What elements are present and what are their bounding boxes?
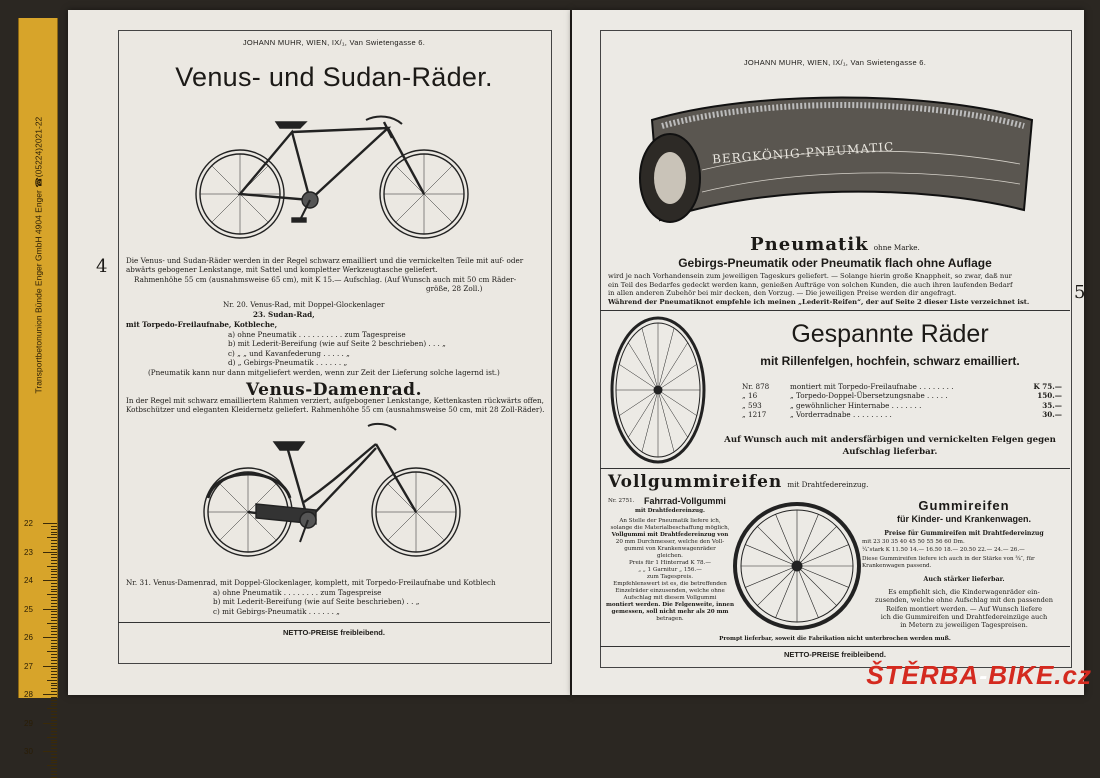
ruler-tick [51,554,57,555]
row-price: K 75.— [1033,382,1062,391]
left-options [228,330,528,367]
fahrrad-nr: Nr. 2751. [608,498,635,504]
ruler-tick [51,529,57,530]
ruler-tick [51,677,57,678]
left-footer-rule [118,622,550,623]
pneumatik-line: ein Teil des Bedarfes gedeckt werden kann, genießen Aufträge von solchen Kunden, die auch ihren laufenden Bedarf [608,280,1013,289]
gummi-title: Gummireifen [918,498,1010,513]
ruler-tick [51,626,57,627]
ruler-tick [51,745,57,746]
pneumatik-text [608,272,1064,307]
ruler-tick [51,674,57,675]
gespannte-row [742,391,1062,400]
gespannte-table [742,382,1062,419]
ruler-tick [47,623,57,624]
fahrrad-line: betragen. [656,616,684,622]
ruler-tick [51,697,57,698]
pneumatik-title: Pneumatik [750,234,869,255]
ruler-tick [51,540,57,541]
ruler-tick [51,757,57,758]
spoke [797,566,837,606]
ruler-tick [51,549,57,550]
left-footer: NETTO-PREISE freibleibend. [283,628,385,637]
damenrad-title: Venus-Damenrad. [246,380,422,400]
ruler-tick [51,762,57,763]
left-page-number: 4 [96,256,108,277]
nr23-line: 23. Sudan-Rad, [253,310,315,319]
gummi-line: Es empfiehlt sich, die Kinderwagenräder ein- [888,588,1040,596]
ruler-tick [51,534,57,535]
ruler-tick [47,594,57,595]
ruler-tick [51,571,57,572]
pneumatik-heading [600,234,1070,255]
damen-option-line: a) ohne Pneumatik . . . . . . . . zum Tagespreise [213,588,382,597]
tire-brand-label: BERGKÖNIG-PNEUMATIC [711,139,895,167]
ruler-tick [47,537,57,538]
ruler-tick [51,777,57,778]
ruler-tick [47,765,57,766]
ruler-tick [43,723,57,724]
fahrrad-line: gummi von Krankenwagenräder [624,546,716,552]
ruler-tick [43,751,57,752]
gummi-line: zusenden, welche ohne Aufschlag mit den passenden [874,596,1053,605]
ruler-tick [51,589,57,590]
ruler-number: 29 [24,718,33,728]
spoke [757,566,797,606]
ruler-tick [51,734,57,735]
gummi-strong: Auch stärker lieferbar. [923,575,1005,583]
torpedo-line: mit Torpedo-Freilaufnabe, Kotbleche, [126,320,278,329]
ruler-tick [51,685,57,686]
ruler-tick [51,557,57,558]
spoke [797,526,837,566]
ruler-tick [51,603,57,604]
gespannte-rule [600,468,1070,469]
ruler-tick [51,668,57,669]
ruler-tick [51,740,57,741]
ruler-tick [51,560,57,561]
fahrrad-line: gleichen. [657,553,683,559]
ruler-tick [47,737,57,738]
gespannte-title: Gespannte Räder [791,320,989,348]
ruler-tick [51,671,57,672]
ruler-tick [51,728,57,729]
ruler-tick [51,543,57,544]
ruler-tick [51,703,57,704]
prompt-note: Prompt lieferbar, soweit die Fabrikation nicht unterbrochen werden muß. [719,636,951,642]
ruler-tick [51,628,57,629]
row-nr: „ 16 [742,391,758,401]
ruler-tick [47,566,57,567]
watermark-dash: - [979,663,989,690]
ruler-tick [43,552,57,553]
ruler-tick [51,760,57,761]
fahrrad-line: Preis für 1 Hinterrad K 78.— [629,560,711,566]
ruler-number: 30 [24,747,33,756]
spoke [658,343,688,390]
gummi-prices: ¼″stark K 11.50 14.— 16.50 18.— 20.50 22.— 24.— 26.— [862,547,1025,553]
ruler-tick [43,637,57,638]
spoke [658,390,688,437]
ruler-tick [51,631,57,632]
pneumatik-note: (Pneumatik kann nur dann mitgeliefert werden, wenn zur Zeit der Lieferung solche lagernd ist.) [148,368,500,377]
ruler-tick [51,768,57,769]
ruler-tick [51,691,57,692]
ruler-tick [51,660,57,661]
ruler [18,18,58,756]
fahrrad-line: solange die Materialbeschaffung möglich, [610,525,730,531]
damen-options [213,588,493,616]
damen-intro-line: In der Regel mit schwarz emailliertem Rahmen verziert, aufgebogener Lenkstange, Kettenkasten rückwärts offen, [126,396,544,405]
vollgummi-title: Vollgummireifen [608,472,783,492]
watermark-right: BIKE.cz [988,660,1092,690]
ruler-tick [51,577,57,578]
gespannte-sub: mit Rillenfelgen, hochfein, schwarz emailliert. [760,354,1020,368]
vollgummi-heading [608,472,1068,492]
spoke [628,343,658,390]
option-line: d) „ Gebirgs-Pneumatik . . . . . . „ [228,357,348,367]
nr31-line: Nr. 31. Venus-Damenrad, mit Doppel-Glockenlager, komplett, mit Torpedo-Freilaufnabe und Kotblech [126,578,496,587]
ruler-tick [51,646,57,647]
spoke [628,390,658,437]
fahrrad-sub: mit Drahtfedereinzug. [635,508,705,514]
fahrrad-title: Fahrrad-Vollgummi [644,496,726,506]
fahrrad-line: zum Tagespreis. [646,574,694,580]
gummi-line: in Metern zu jeweiligen Tagespreisen. [900,621,1028,630]
row-nr: Nr. 878 [742,382,770,391]
venus-sudan-bicycle-illustration [188,108,478,246]
ruler-tick [51,643,57,644]
ruler-number: 23 [24,547,33,557]
row-nr: „ 593 [742,400,762,410]
ruler-tick [51,614,57,615]
ruler-tick [51,700,57,701]
gespannte-row [742,382,1062,391]
row-nr: „ 1217 [742,409,767,419]
ruler-tick [51,742,57,743]
ruler-tick [51,563,57,564]
ruler-number: 22 [24,519,33,528]
damen-option-line: b) mit Lederit-Bereifung (wie auf Seite beschrieben) . . „ [213,597,420,607]
vollgummi-suffix: mit Drahtfedereinzug. [787,480,869,489]
gummi-sizes: mit 23 30 35 40 45 50 55 56 60 Dm. [862,539,965,545]
fahrrad-line: Aufschlag mit diesem Vollgummi [623,595,717,601]
damen-option-line: c) mit Gebirgs-Pneumatik . . . . . . „ [213,606,340,616]
row-desc: „ gewöhnlicher Hinternabe . . . . . . . [790,400,922,410]
row-desc: „ Vorderradnabe . . . . . . . . . [790,409,892,419]
gespannte-wheel-illustration [608,314,708,466]
fahrrad-line: montiert werden. Die Felgenweite, innen [606,602,735,608]
ruler-tick [51,583,57,584]
damenrad-bicycle-illustration [196,420,466,560]
pneumatik-line: wird je nach Vorhandensein zum jeweiligen Tageskurs geliefert. — Solange hierin große Knappheit, so zwar, daß nur [608,272,1012,280]
ruler-tick [51,683,57,684]
gummi-line: ich die Gummireifen und Drahtfedereinzüge auch [880,612,1048,621]
ruler-tick [51,597,57,598]
pneumatik-line: Während der Pneumatiknot empfehle ich meinen „Lederit-Reifen“, der auf Seite 2 dieser Liste verzeichnet ist. [608,298,1030,307]
fahrrad-line: gemessen, soll nicht mehr als 20 mm [611,609,729,615]
ruler-tick [43,523,57,524]
row-desc: montiert mit Torpedo-Freilaufnabe . . . . . . . . [790,382,954,391]
ruler-tick [51,546,57,547]
spoke [757,526,797,566]
ruler-tick [51,600,57,601]
ruler-tick [51,617,57,618]
ruler-tick [43,580,57,581]
gummi-price-head: Preise für Gummireifen mit Drahtfedereinzug [884,530,1044,537]
right-footer: NETTO-PREISE freibleibend. [784,650,886,659]
left-intro [126,256,544,293]
damenrad-intro [126,396,546,415]
sterba-bike-watermark [866,660,1092,691]
ruler-tick [51,705,57,706]
option-line: c) „ „ und Kavanfederung . . . . . „ [228,348,350,358]
ruler-tick [51,714,57,715]
ruler-tick [51,532,57,533]
ruler-tick [51,640,57,641]
option-line: a) ohne Pneumatik . . . . . . . . . . zum Tagespreise [228,330,406,339]
ruler-number: 25 [24,604,33,614]
gummi-text [860,588,1068,629]
ruler-tick [51,711,57,712]
gespannte-row [742,401,1062,410]
ruler-tick [51,754,57,755]
ruler-tick [51,774,57,775]
ruler-tick [47,680,57,681]
ruler-tick [47,651,57,652]
gespannte-row [742,410,1062,419]
ruler-tick [51,771,57,772]
ruler-label: Transportbetonunion Bünde Enger GmbH 4904 Enger ☎(05224)2021-22 [33,116,44,394]
pneumatik-sub: Gebirgs-Pneumatik oder Pneumatik flach ohne Auflage [678,256,992,270]
left-page [68,10,570,695]
gummi-line: Reifen montiert werden. — Auf Wunsch liefere [885,604,1043,613]
ruler-tick [51,586,57,587]
ruler-tick [51,620,57,621]
left-header: JOHANN MUHR, WIEN, IX/₁, Van Swietengasse 6. [242,38,426,47]
fahrrad-line: Einzelräder einzusenden, welche ohne [615,588,725,594]
ruler-tick [51,663,57,664]
ruler-tick [51,574,57,575]
intro-line: Rahmenhöhe 55 cm (ausnahmsweise 65 cm), mit K 15.— Aufschlag. (Auf Wunsch auch mit 50 cm Räder- [134,274,517,284]
intro-line: größe, 28 Zoll.) [426,283,483,293]
fahrrad-text [606,518,734,623]
right-page-number: 5 [1074,282,1086,303]
watermark-left: ŠTĚRBA [866,660,980,690]
fahrrad-line: 20 mm Durchmesser, welche den Voll- [615,539,725,545]
right-page [572,10,1084,695]
damen-intro-line: Kotbschützer und eleganten Kleidernetz geliefert. Rahmenhöhe 55 cm (ausnahmsweise 50 cm, mit 28 Zoll-Räder). [126,405,545,415]
row-desc: „ Torpedo-Doppel-Übersetzungsnabe . . . . . [790,391,948,401]
ruler-tick [51,717,57,718]
ruler-tick [51,648,57,649]
ruler-tick [51,591,57,592]
ruler-tick [43,666,57,667]
option-line: b) mit Lederit-Bereifung (wie auf Seite 2 beschrieben) . . . „ [228,339,446,349]
pneumatik-line: in allen anderen Zubehör bei mir decken, den Vorzug. — Die jeweiligen Preise werden dir angefragt. [608,289,957,298]
ruler-tick [51,654,57,655]
ruler-tick [51,611,57,612]
ruler-tick [51,731,57,732]
ruler-number: 28 [24,690,33,699]
fahrrad-line: Vollgummi mit Drahtfedereinzug von [611,532,729,538]
ruler-tick [51,720,57,721]
left-title: Venus- und Sudan-Räder. [175,62,493,92]
fahrrad-line: An Stelle der Pneumatik liefere ich, [619,518,721,524]
vollgummi-wheel-illustration [732,500,862,632]
ruler-tick [51,725,57,726]
gummi-note: Diese Gummireifen liefere ich auch in der Stärke von ¾″, für Krankenwagen passend. [862,556,1035,569]
ruler-tick [51,526,57,527]
gespannte-note: Auf Wunsch auch mit andersfärbigen und vernickelten Felgen gegen Aufschlag lieferbar. [724,435,1056,457]
fahrrad-line: Empfehlenswert ist es, die betreffenden [613,581,727,587]
ruler-number: 27 [24,661,33,671]
ruler-tick [47,708,57,709]
row-price: 150.— [1037,391,1062,401]
ruler-tick [43,609,57,610]
ruler-tick [51,688,57,689]
fahrrad-line: „ „ 1 Garnitur „ 156.— [638,567,702,573]
ruler-tick [51,748,57,749]
ruler-number: 26 [24,633,33,642]
row-price: 30.— [1042,409,1062,419]
ruler-number: 24 [24,576,33,585]
pneumatik-rule [600,310,1070,311]
pneumatik-suffix: ohne Marke. [873,243,920,252]
right-footer-rule [600,646,1070,647]
ruler-tick [51,606,57,607]
right-header: JOHANN MUHR, WIEN, IX/₁, Van Swietengasse 6. [743,58,927,67]
ruler-tick [51,657,57,658]
ruler-tick [51,569,57,570]
intro-line: abwärts gebogener Lenkstange, mit Sattel und kompletter Werkzeugtasche geliefert. [126,265,438,275]
row-price: 35.— [1042,400,1062,410]
gummi-sub: für Kinder- und Krankenwagen. [896,514,1031,524]
ruler-tick [51,634,57,635]
intro-line: Die Venus- und Sudan-Räder werden in der Regel schwarz emailliert und die vernickelten Teile mit auf- oder [126,256,524,265]
nr20-line: Nr. 20. Venus-Rad, mit Doppel-Glockenlager [223,300,385,309]
